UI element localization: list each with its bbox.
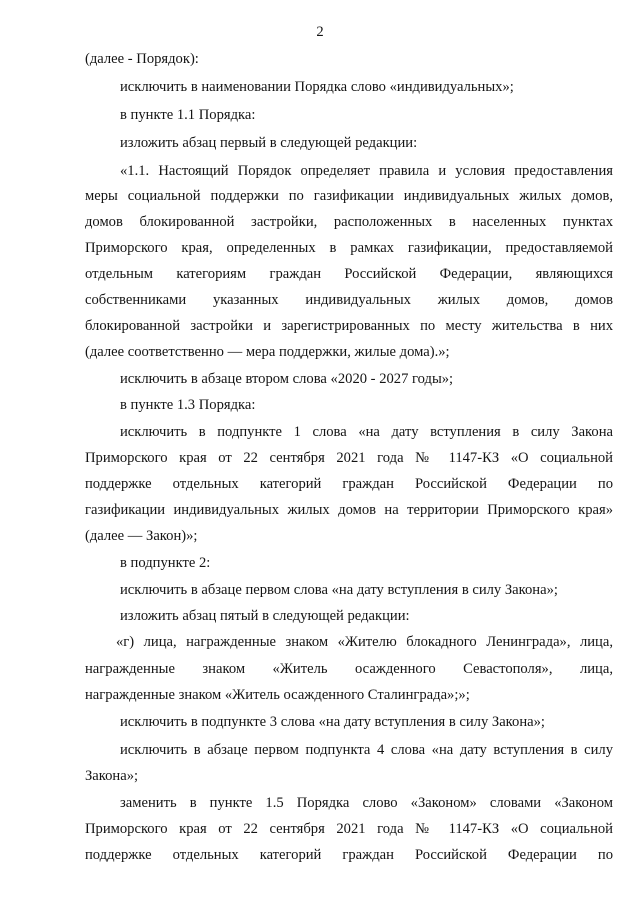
text-line: газификации индивидуальных жилых домов на территории Приморского края» [85,502,613,518]
text-line: исключить в подпункте 1 слова «на дату вступления в силу Закона [120,424,613,440]
text-line: «г) лица, награжденные знаком «Жителю блокадного Ленинграда», лица, [116,634,613,650]
text-line: меры социальной поддержки по газификации индивидуальных жилых домов, [85,188,613,204]
text-line: исключить в подпункте 3 слова «на дату вступления в силу Закона»; [120,714,545,730]
text-line: награжденные знаком «Житель осажденного Сталинграда»;»; [85,687,470,703]
text-line: изложить абзац первый в следующей редакции: [120,135,418,151]
text-line: исключить в абзаце первом подпункта 4 слова «на дату вступления в силу [120,742,613,758]
text-line: блокированной застройки и зарегистрированных по месту жительства в них [85,318,613,334]
text-line: в пункте 1.1 Порядка: [120,107,256,123]
text-line: Закона»; [85,768,139,784]
text-line: Приморского края, определенных в рамках газификации, предоставляемой [85,240,613,256]
text-line: исключить в абзаце первом слова «на дату вступления в силу Закона»; [120,582,558,598]
text-line: собственниками указанных индивидуальных жилых домов, домов [85,292,613,308]
text-line: Приморского края от 22 сентября 2021 года № 1147-КЗ «О социальной [85,821,613,837]
text-line: домов блокированной застройки, расположенных в населенных пунктах [85,214,613,230]
text-line: отдельным категориям граждан Российской Федерации, являющихся [85,266,613,282]
text-line: исключить в наименовании Порядка слово «индивидуальных»; [120,79,514,95]
page-number: 2 [316,24,324,40]
text-line: поддержке отдельных категорий граждан Российской Федерации по [85,476,613,492]
text-line: «1.1. Настоящий Порядок определяет правила и условия предоставления [120,163,613,179]
text-line: (далее - Порядок): [85,51,199,67]
text-line: (далее — Закон)»; [85,528,198,544]
text-line: (далее соответственно — мера поддержки, жилые дома).»; [85,344,450,360]
text-line: в пункте 1.3 Порядка: [120,397,256,413]
text-line: награжденные знаком «Житель осажденного Севастополя», лица, [85,661,613,677]
text-line: поддержке отдельных категорий граждан Российской Федерации по [85,847,613,863]
text-line: заменить в пункте 1.5 Порядка слово «Законом» словами «Законом [120,795,613,811]
text-line: изложить абзац пятый в следующей редакции: [120,608,410,624]
text-line: Приморского края от 22 сентября 2021 года № 1147-КЗ «О социальной [85,450,613,466]
text-line: исключить в абзаце втором слова «2020 - 2027 годы»; [120,371,454,387]
text-line: в подпункте 2: [120,555,211,571]
